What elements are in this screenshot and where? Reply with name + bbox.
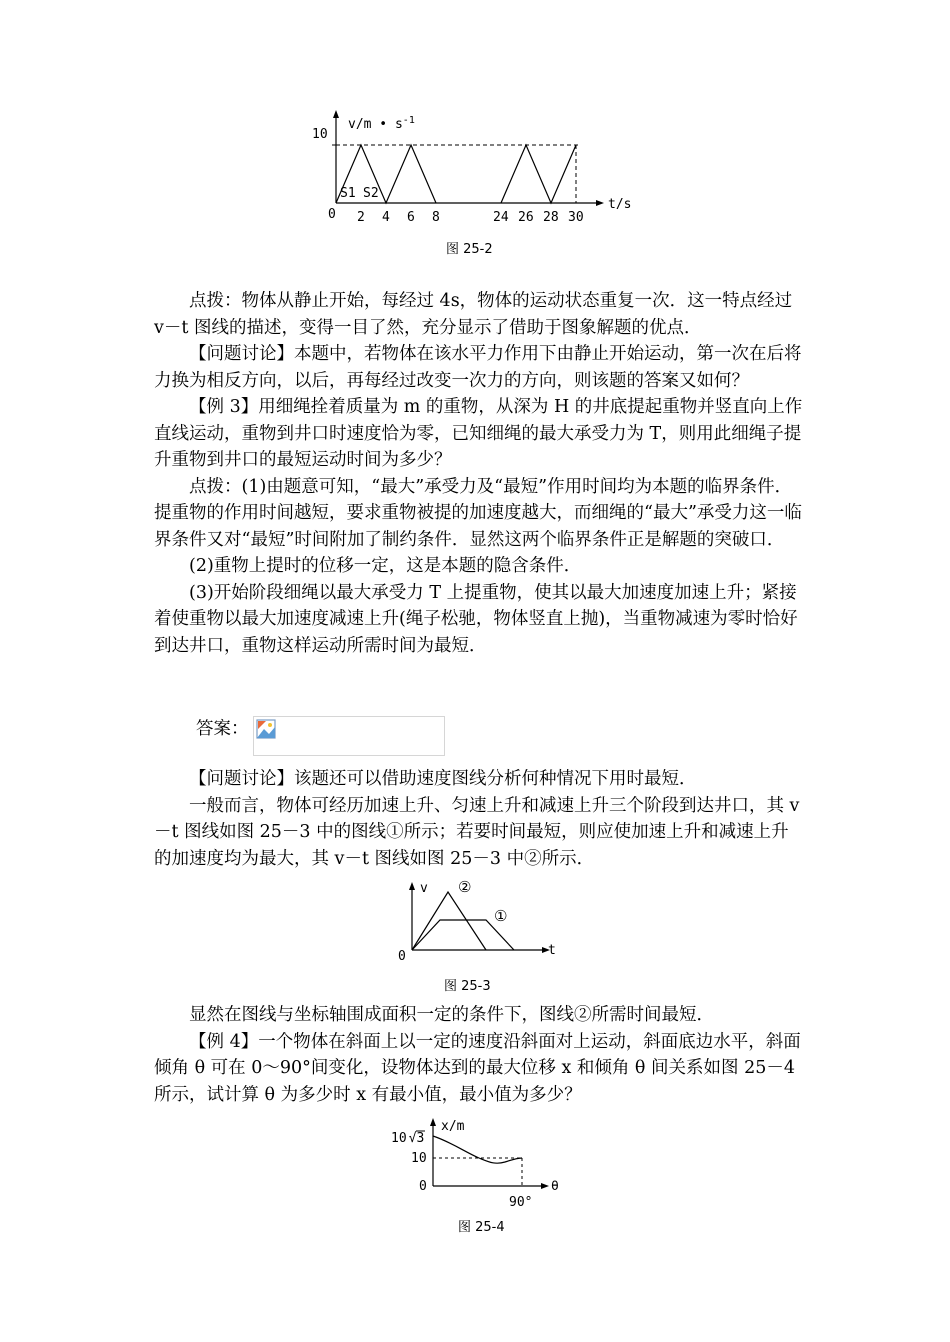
broken-image-icon bbox=[256, 719, 276, 739]
paragraph-hint-4: (3)开始阶段细绳以最大承受力 T 上提重物，使其以最大加速度加速上升；紧接着使重物以最大加速度减速上升(绳子松驰，物体竖直上抛)，当重物减速为零时恰好到达井口，重物这样运动所需时间为最短． bbox=[154, 582, 798, 656]
area-label-s2: S2 bbox=[363, 186, 379, 201]
x-tick-label-26: 26 bbox=[518, 210, 534, 225]
x-axis-label: θ bbox=[551, 1179, 559, 1194]
x-tick-label-28: 28 bbox=[543, 210, 559, 225]
x-tick-label-24: 24 bbox=[493, 210, 509, 225]
figure-25-4-svg bbox=[385, 1118, 585, 1243]
area-label-s1: S1 bbox=[340, 186, 356, 201]
x-axis-label: t/s bbox=[608, 197, 632, 212]
answer-label: 答案： bbox=[196, 719, 249, 739]
x-tick-label-30: 30 bbox=[568, 210, 584, 225]
x-axis-arrow bbox=[541, 1183, 549, 1189]
y-axis-arrow bbox=[430, 1118, 436, 1126]
paragraph-example-3: 【例 3】用细绳拴着质量为 m 的重物，从深为 H 的井底提起重物并竖直向上作直线运动，重物到井口时速度恰为零，已知细绳的最大承受力为 T，则用此细绳子提升重物到井口的最短运动时间为多少？ bbox=[154, 397, 803, 470]
figure-25-2-svg bbox=[300, 108, 660, 258]
text-block-2 bbox=[154, 766, 804, 872]
x-theta-curve bbox=[433, 1136, 522, 1163]
line-label-1: ① bbox=[494, 907, 508, 925]
paragraph-hint-2: 点拨：(1)由题意可知，“最大”承受力及“最短”作用时间均为本题的临界条件．提重物的作用时间越短，要求重物被提的加速度越大，而细绳的“最大”承受力这一临界条件又对“最短”时间附加了制约条件．显然这两个临界条件正是解题的突破口． bbox=[154, 476, 802, 550]
y-tick-label-top: 10 √3 bbox=[391, 1131, 425, 1146]
y-axis-arrow bbox=[333, 110, 339, 118]
x-tick-label-8: 8 bbox=[432, 210, 440, 225]
origin-label: 0 bbox=[328, 207, 336, 222]
figure-25-3-svg bbox=[390, 874, 570, 999]
paragraph-discussion-1: 【问题讨论】本题中，若物体在该水平力作用下由静止开始运动，第一次在后将力换为相反方向，以后，再每经过改变一次力的方向，则该题的答案又如何？ bbox=[154, 344, 802, 391]
origin-label: 0 bbox=[398, 949, 406, 964]
figure-25-4 bbox=[385, 1118, 585, 1243]
y-tick-label-mid: 10 bbox=[411, 1151, 427, 1166]
line-label-2: ② bbox=[458, 878, 472, 896]
x-tick-label-4: 4 bbox=[382, 210, 390, 225]
paragraph-hint-1: 点拨：物体从静止开始，每经过 4s，物体的运动状态重复一次．这一特点经过 v－t 图线的描述，变得一目了然，充分显示了借助于图象解题的优点． bbox=[154, 291, 793, 338]
paragraph-analysis: 一般而言，物体可经历加速上升、匀速上升和减速上升三个阶段到达井口，其 v－t 图线如图 25－3 中的图线①所示；若要时间最短，则应使加速上升和减速上升的加速度均为最大，其 v－t 图线如图 25－3 中②所示． bbox=[154, 795, 800, 869]
figure-25-2-caption: 图 25-2 bbox=[446, 242, 493, 257]
paragraph-conclusion: 显然在图线与坐标轴围成面积一定的条件下，图线②所需时间最短． bbox=[189, 1005, 714, 1025]
y-axis-label: v/m • $s^{-1}$ bbox=[348, 115, 415, 132]
y-tick-label: 10 bbox=[312, 127, 328, 142]
text-block-3 bbox=[154, 1002, 804, 1108]
paragraph-discussion-2: 【问题讨论】该题还可以借助速度图线分析何种情况下用时最短． bbox=[189, 769, 697, 789]
figure-25-4-caption: 图 25-4 bbox=[458, 1220, 505, 1235]
figure-25-3-caption: 图 25-3 bbox=[444, 979, 491, 994]
figure-25-2 bbox=[300, 108, 660, 258]
paragraph-hint-3: (2)重物上提时的位移一定，这是本题的隐含条件． bbox=[189, 556, 582, 576]
x-tick-label-6: 6 bbox=[407, 210, 415, 225]
paragraph-example-4: 【例 4】一个物体在斜面上以一定的速度沿斜面对上运动，斜面底边水平，斜面倾角 θ 可在 0～90°间变化，设物体达到的最大位移 x 和倾角 θ 间关系如图 25－4 所示，试计算 θ 为多少时 x 有最小值，最小值为多少？ bbox=[154, 1031, 801, 1105]
x-tick-label-90: 90° bbox=[509, 1195, 533, 1210]
answer-image-placeholder bbox=[253, 716, 445, 756]
text-block-1 bbox=[154, 288, 804, 659]
origin-label: 0 bbox=[419, 1179, 427, 1194]
y-axis-label: x/m bbox=[441, 1119, 465, 1134]
series-line-end bbox=[501, 145, 576, 203]
y-axis-arrow bbox=[409, 882, 415, 890]
line-2-triangle bbox=[412, 892, 486, 950]
x-axis-arrow bbox=[596, 200, 604, 206]
y-axis-label: v bbox=[420, 881, 428, 896]
x-tick-label-2: 2 bbox=[357, 210, 365, 225]
figure-25-3 bbox=[390, 874, 570, 999]
x-axis-label: t bbox=[548, 943, 556, 958]
